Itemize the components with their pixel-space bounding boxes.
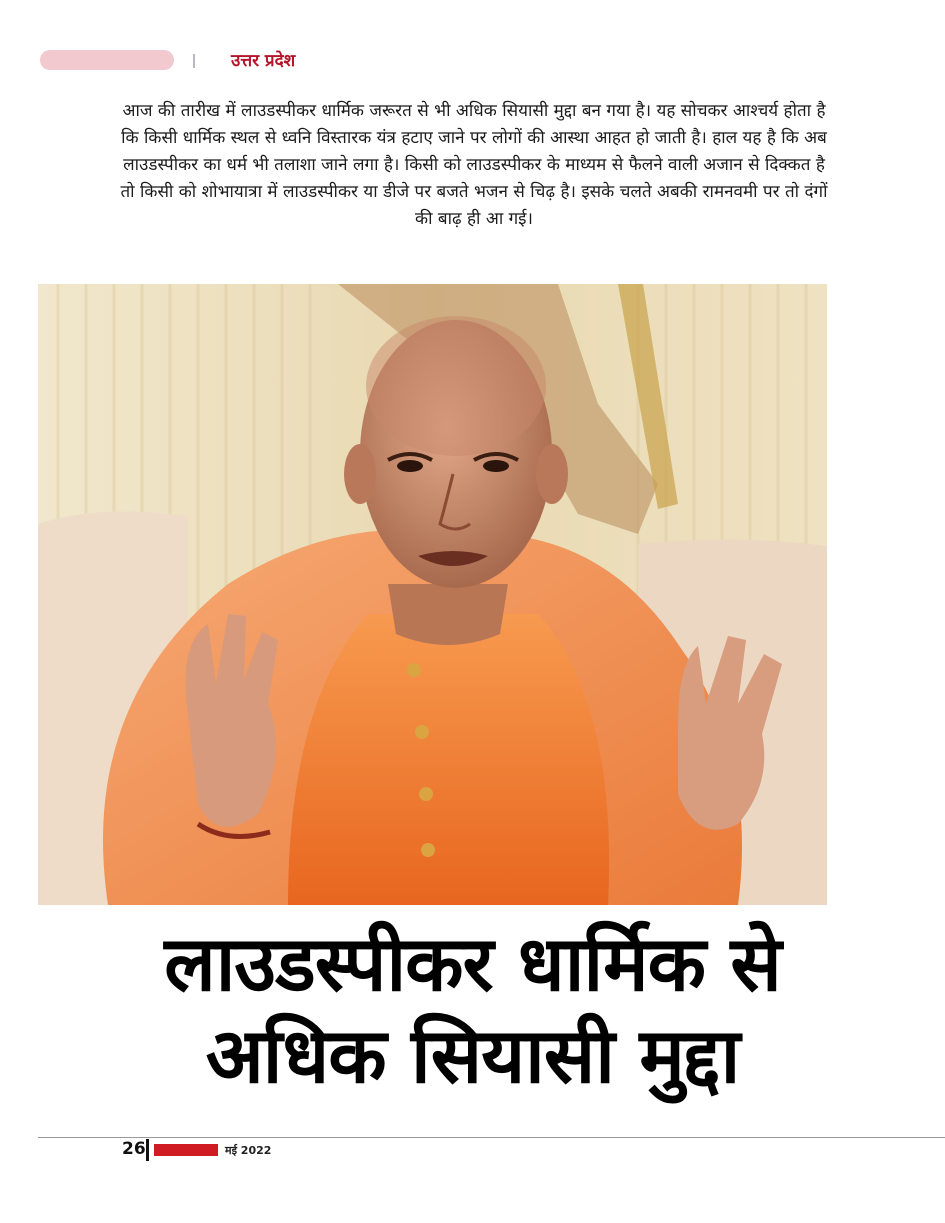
headline-line-2: अधिक सियासी मुद्दा bbox=[205, 1011, 740, 1100]
footer-rule bbox=[38, 1137, 945, 1138]
article-photo bbox=[38, 284, 827, 905]
section-tab-pill bbox=[40, 50, 174, 70]
portrait-illustration bbox=[38, 284, 827, 905]
issue-date: मई 2022 bbox=[225, 1144, 272, 1157]
page-number: 26 bbox=[122, 1139, 146, 1159]
header-divider bbox=[193, 54, 195, 68]
headline-line-1: लाउडस्पीकर धार्मिक से bbox=[164, 919, 781, 1008]
section-label: उत्तर प्रदेश bbox=[231, 51, 296, 71]
intro-paragraph: आज की तारीख में लाउडस्पीकर धार्मिक जरूरत से भी अधिक सियासी मुद्दा बन गया है। यह सोचकर आश्चर्य होता है कि किसी धार्मिक स्थल से ध्वनि विस्तारक यंत्र हटाए जाने पर लोगों की आस्था आहत हो जाती है। हाल यह है कि अब लाउडस्पीकर का धर्म भी तलाशा जाने लगा है। किसी को लाउडस्पीकर के माध्यम से फैलने वाली अजान से दिक्कत है तो किसी को शोभायात्रा में लाउडस्पीकर या डीजे पर बजते भजन से चिढ़ है। इसके चलते अबकी रामनवमी पर तो दंगों की बाढ़ ही आ गई। bbox=[120, 101, 828, 229]
article-headline bbox=[60, 918, 885, 1102]
magazine-logo bbox=[154, 1144, 218, 1156]
footer-divider bbox=[146, 1139, 149, 1161]
